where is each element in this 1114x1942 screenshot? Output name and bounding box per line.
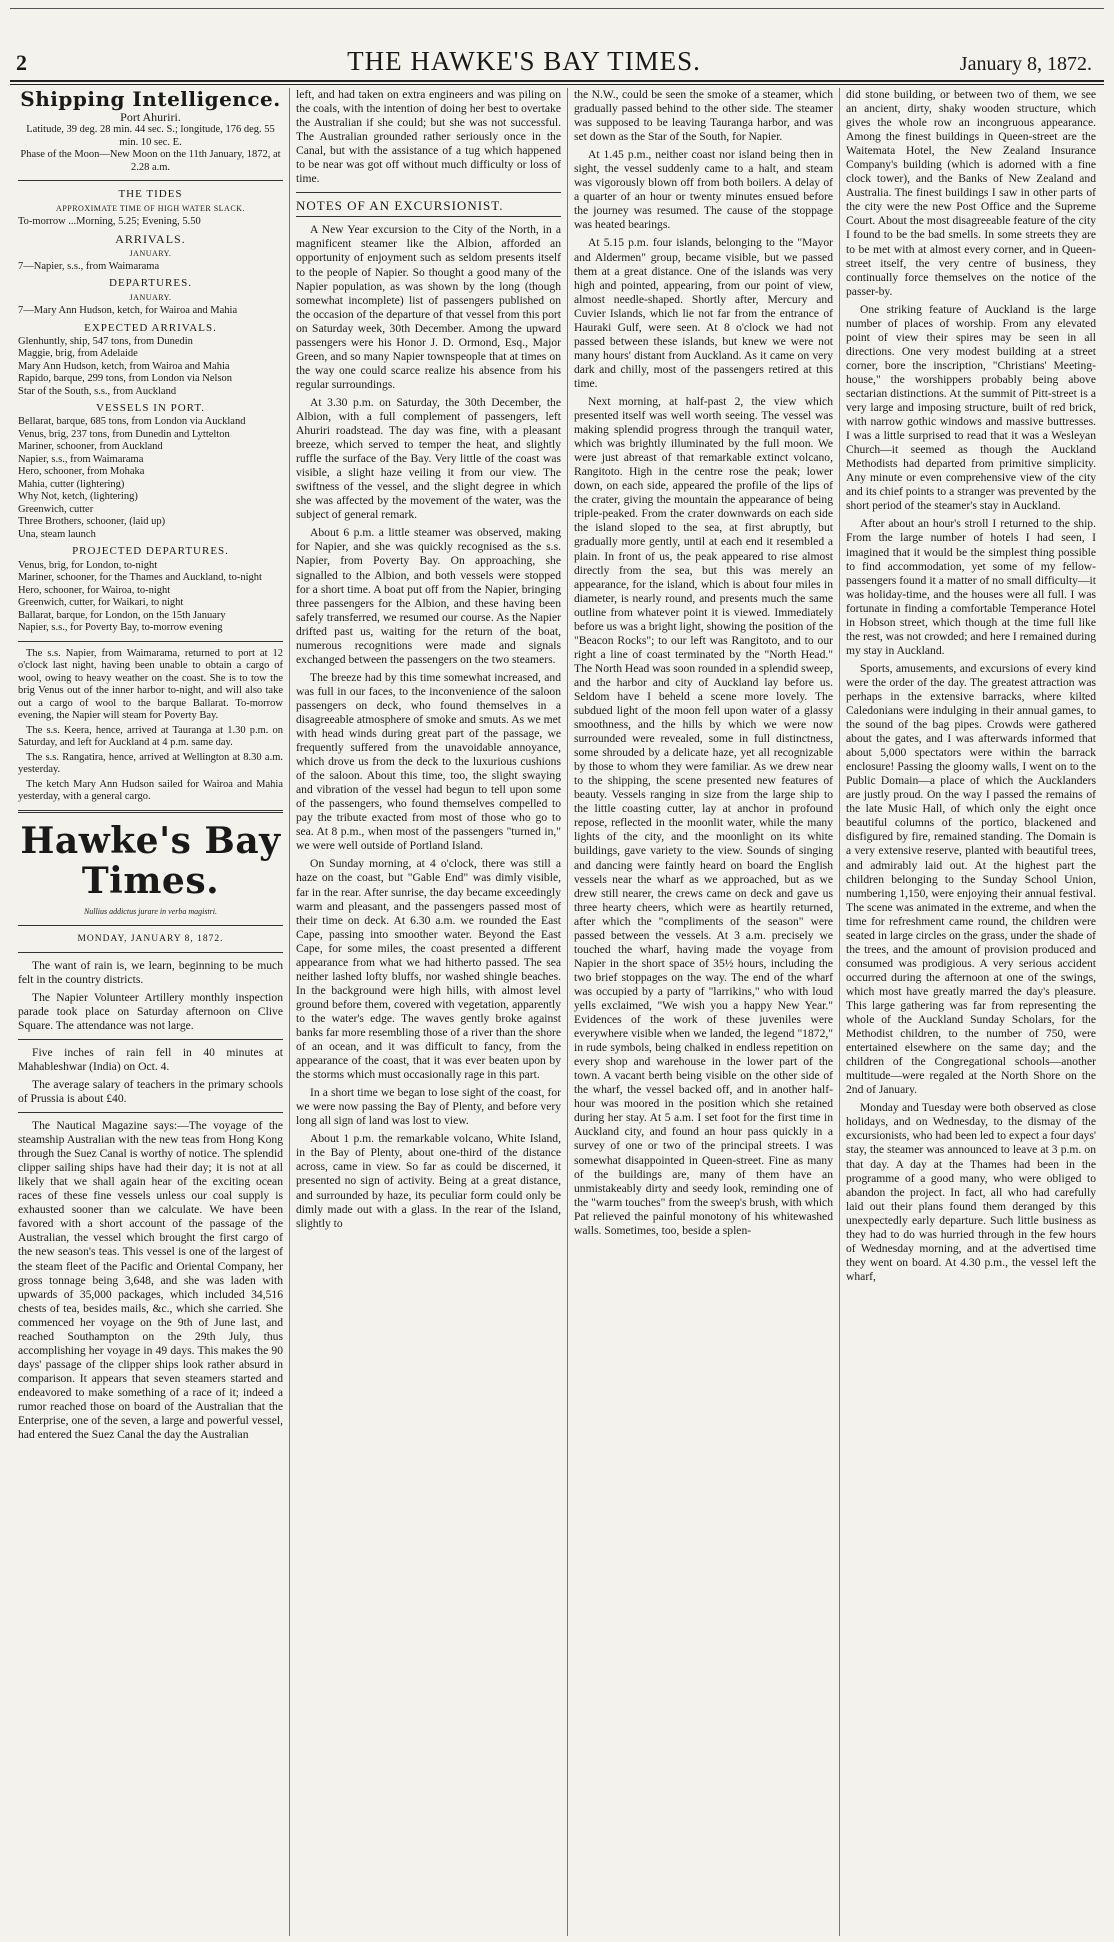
expected-arrival-item: Maggie, brig, from Adelaide bbox=[18, 348, 138, 360]
page-header bbox=[16, 46, 1092, 76]
article-paragraph: About 1 p.m. the remarkable volcano, White Island, in the Bay of Plenty, about one-third of the distance across, came in view. So far as could be discerned, it presented no sign of activity. Being at a great distance, and surrounded by haze, its peculiar form could only be dimly made out with a glass. In the rear of the Island, slightly to bbox=[296, 1132, 561, 1230]
expected-arrival-item: Glenhuntly, ship, 547 tons, from Dunedin bbox=[18, 335, 193, 347]
article-paragraph: Monday and Tuesday were both observed as close holidays, and on Wednesday, to the dismay of the excursionists, who had been led to expect a four days' stay, the steamer was announced to leave at 3 p.m. on that day. A day at the Thames had been in the programme of a good many, who were obliged to abandon the project. In fact, all who had carefully laid out their plans found them deranged by this unexpectedly early departure. Such little business as they had to do was hurried through in the few hours of Wednesday morning, and at the advertised time they went on board. At 4.30 p.m., the vessel left the wharf, bbox=[846, 1101, 1096, 1283]
header-rule bbox=[10, 84, 1104, 85]
shipping-notice: The s.s. Napier, from Waimarama, returned to port at 12 o'clock last night, having been unable to obtain a cargo of wool, owing to heavy weather on the coast. She is to tow the brig Venus out of the inner harbor to-night, and will also take out a cargo of wool to the barque Ballarat. To-morrow evening, the Napier will steam for Poverty Bay. bbox=[18, 647, 283, 722]
projected-departure: Greenwich, cutter, for Waikari, to night bbox=[18, 597, 184, 609]
expected-arrival-item: Star of the South, s.s., from Auckland bbox=[18, 385, 177, 397]
news-paragraph: Five inches of rain fell in 40 minutes at Mahableshwar (India) on Oct. 4. bbox=[18, 1045, 283, 1073]
column-2 bbox=[289, 88, 567, 1936]
article-paragraph: did stone building, or between two of them, we see an ancient, dirty, shaky wooden structure, which gives the whole row an incongruous appearance. Among the finest buildings in Queen-street are the Waitemata Hotel, the New Zealand Insurance Company's building (which is adorned with a fine clock tower), and the Banks of New Zealand and Australia. The finest buildings I saw in other parts of the city were the new Post Office and the Supreme Court. About the most disagreeable feature of the city I found to be the bad smells. In some streets they are to be met with at almost every corner, and in Queen-street itself, the very centre of business, they continually force themselves on the notice of the passer-by. bbox=[846, 88, 1096, 298]
divider bbox=[18, 641, 283, 642]
article-paragraph: At 1.45 p.m., neither coast nor island being then in sight, the vessel suddenly came to a halt, and steam was vigorously blown off from both boilers. A delay of a quarter of an hour or twenty minutes ensued before the journey was resumed. The cause of the stoppage was heated bearings. bbox=[574, 148, 833, 232]
news-paragraph: The average salary of teachers in the primary schools of Prussia is about £40. bbox=[18, 1077, 283, 1105]
vessel-in-port: Greenwich, cutter bbox=[18, 503, 94, 515]
shipping-notice: The s.s. Rangatira, hence, arrived at Wellington at 8.30 a.m. yesterday. bbox=[18, 751, 283, 776]
page-number: 2 bbox=[16, 50, 27, 75]
moon-phase: Phase of the Moon—New Moon on the 11th January, 1872, at 2.28 a.m. bbox=[20, 149, 281, 173]
column-3 bbox=[567, 88, 839, 1936]
article-paragraph: One striking feature of Auckland is the large number of places of worship. From any elevated point of view their spires may be seen in all directions. One very modest building at a street corner, bore the inscription, "Christians' Meeting-house," the worshippers probably being above sectarian distinctions. At the summit of Pitt-street is a very large and imposing structure, built of red brick, with narrow gothic windows and massive buttresses. I was a little surprised to read that it was a Wesleyan Church—it seemed as though the Auckland Methodists had departed from primitive simplicity. Any minute or even comprehensive view of the city and its chief points to a stranger was prevented by the short period of the steamer's stay in Auckland. bbox=[846, 302, 1096, 513]
divider bbox=[18, 1039, 283, 1040]
article-headline: NOTES OF AN EXCURSIONIST. bbox=[296, 199, 561, 217]
continued-paragraph: left, and had taken on extra engineers and was piling on the coals, with the intention of doing her best to overtake the Australian if she could; but she was not successful. The Australian grounded rather seriously once in the Canal, but with the assistance of a tug which happened to be near was got off without much difficulty or loss of time. bbox=[296, 88, 561, 186]
latitude: Latitude, 39 deg. 28 min. 44 sec. S.; longitude, 176 deg. 55 min. 10 sec. E. bbox=[26, 124, 275, 148]
column-1 bbox=[12, 88, 289, 1936]
article-paragraph: A New Year excursion to the City of the North, in a magnificent steamer like the Albion, afforded an opportunity of enjoyment such as seldom presents itself to the people of Napier. So thought a good many of the Napier population, as was shown by the long (though somewhat incomplete) list of passengers published on the occasion of the departure of that vessel from this port on Saturday week, 30th December. Among the upward passengers were his Honor J. D. Ormond, Esq., Major Green, and so many Napier townspeople that at times on the way one could scarce realize his absence from his regular surroundings. bbox=[296, 223, 561, 391]
shipping-notice: The s.s. Keera, hence, arrived at Tauranga at 1.30 p.m. on Saturday, and left for Auckland at 4 p.m. same day. bbox=[18, 724, 283, 749]
expected-arrival-item: Mary Ann Hudson, ketch, from Wairoa and Mahia bbox=[18, 360, 230, 372]
vessel-in-port: Hero, schooner, from Mohaka bbox=[18, 466, 145, 478]
arrival-item: 7—Napier, s.s., from Waimarama bbox=[18, 260, 160, 272]
masthead-motto: Nullius addictus jurare in verba magistri. bbox=[83, 906, 218, 916]
column-4 bbox=[839, 88, 1102, 1936]
article-paragraph: In a short time we began to lose sight of the coast, for we were now passing the Bay of Plenty, and before very long all sign of land was lost to view. bbox=[296, 1086, 561, 1128]
vessel-in-port: Bellarat, barque, 685 tons, from London via Auckland bbox=[18, 416, 246, 428]
tides-times: To-morrow ...Morning, 5.25; Evening, 5.50 bbox=[18, 216, 201, 228]
news-paragraph: The want of rain is, we learn, beginning to be much felt in the country districts. bbox=[18, 958, 283, 986]
article-paragraph: At 5.15 p.m. four islands, belonging to the "Mayor and Aldermen" group, became visible, but we passed them at a great distance. One of the islands was very high and pointed, appearing, from our point of view, almost needle-shaped. Shortly after, Mercury and Cuvier Islands, which lie not far from the entrance of Hauraki Gulf, were seen. At 8 o'clock we had not passed between these islands, but knew we were not many hours' distant from Auckland. As it came on very dark and chilly, most of the passengers retired at this time. bbox=[574, 236, 833, 390]
vessel-in-port: Mahia, cutter (lightering) bbox=[18, 478, 125, 490]
issue-date: January 8, 1872. bbox=[959, 53, 1092, 75]
article-paragraph: At 3.30 p.m. on Saturday, the 30th December, the Albion, with a full complement of passengers, left Ahuriri roadstead. The day was fine, with a pleasant breeze, which served to temper the heat, and slightly ruffle the surface of the Bay. Very little of the coast was visible, a slight haze veiling it from our view. The swiftness of the vessel, and the slight degree in which she was affected by the movement of the water, was the subject of general remark. bbox=[296, 395, 561, 522]
projected-departure: Ballarat, barque, for London, on the 15th January bbox=[18, 609, 226, 621]
article-paragraph: The breeze had by this time somewhat increased, and was full in our faces, to the inconvenience of the saloon passengers on deck, who found themselves in a disagreeable atmosphere of smoke and smuts. As we met with head winds during great part of the passage, we frequently suffered from the unavoidable annoyance, which drove us from the deck to the luxurious cushions of the saloon. About this time, too, the slight swaying and vibration of the vessel had begun to tell upon some of the passengers, who found themselves compelled to pay the tribute exacted from most of those who go to sea. At 8 p.m., when most of the passengers "turned in," we were well outside of Portland Island. bbox=[296, 670, 561, 853]
article-paragraph: Next morning, at half-past 2, the view which presented itself was well worth seeing. The vessel was making splendid progress through the tranquil water, which was brightly illuminated by the full moon. We were just abreast of that remarkable extinct volcano, Rangitoto. High in the centre rose the peak; lower down, on each side, appeared the profile of the lips of the crater, giving the mountain the appearance of being triple-peaked. From the crater downwards on each side the island sloped to the sea, at first abruptly, but gradually more gently, until at each end it resembled a plain. In front of us, the peak appeared to rise almost directly from the sea, but this was merely an appearance, for the island, which is about four miles in diameter, is nearly round, and presents much the same outline from whatever point it is viewed. Immediately before us was a bright light, showing the position of the "Beacon Rocks"; to our left was Rangitoto, and to our right a line of coast terminated by the "North Head." The North Head was soon rounded in a splendid sweep, and the harbor and city of Auckland lay before us. Seldom have I beheld a scene more lovely. The subdued light of the moon fell upon water of a glassy smoothness, and the hills by which we were now surrounded were revealed, some in full distinctness, some shrouded by a delicate haze, yet all recognizable by those to whom they were familiar. As we drew near to the shipping, the scene presented new features of beauty. Vessels ranging in size from the large ship to the little coasting cutter, lay at anchor in profound repose, reflected in the moonlit water, while the many lights of the city, and the moonlight on its white buildings, gave variety to the view. Sounds of singing and dancing were faintly heard on board the English vessels near the wharf as we approached, but as we drew still nearer, the crews came on deck and gave us three hearty cheers, which were as heartily returned, after which the "compliments of the season" were passed between the vessels. At 3 a.m. precisely we touched the wharf, having made the voyage from Napier in the short space of 35½ hours, including the two brief stoppages on the way. The end of the wharf was occupied by a party of "larrikins," who with loud yells exclaimed, "We wish you a happy New Year." Evidences of the work of these juveniles were everywhere visible when we landed, the legend "1872," in rude symbols, being chalked in endless repetition on every shop and warehouse in the lower part of the town. A vacant berth being visible on the other side of the wharf, the vessel backed off, and in another half-hour was moored in the position which she retained during her stay. At 5 a.m. I set foot for the first time in Auckland city, and found an hour pass quickly in a survey of one or two of the principal streets. I was somewhat disappointed in Queen-street. Fine as many of the buildings are, many of them have an unmistakeably dirty and seedy look, reminding one of the "warm touches" from the sweep's brush, with which Pat relieved the painful monotony of his whitewashed walls. Sometimes, too, beside a splen- bbox=[574, 394, 833, 1237]
shipping-notice: The ketch Mary Ann Hudson sailed for Wairoa and Mahia yesterday, with a general cargo. bbox=[18, 778, 283, 803]
shipping-title: Shipping Intelligence. bbox=[20, 88, 281, 111]
departures-title: DEPARTURES. bbox=[109, 277, 192, 290]
edition-date: MONDAY, JANUARY 8, 1872. bbox=[77, 933, 224, 944]
vessel-in-port: Venus, brig, 237 tons, from Dunedin and Lyttelton bbox=[18, 428, 230, 440]
vessel-in-port: Una, steam launch bbox=[18, 528, 96, 540]
arrivals-title: ARRIVALS. bbox=[115, 231, 186, 246]
arrivals-month: JANUARY. bbox=[129, 248, 172, 258]
newspaper-title: THE HAWKE'S BAY TIMES. bbox=[347, 46, 701, 76]
article-paragraph: About 6 p.m. a little steamer was observed, making for Napier, and she was quickly recognised as the s.s. Napier, from Poverty Bay. On approaching, she signalled to the Albion, and both vessels were stopped for a short time. A boat put off from the Napier, bringing three passengers for the Albion, and these having been safely transferred, we resumed our course. As the Napier drifted past us, waiting for the return of the boat, numerous recognitions were made and signals exchanged between the passengers on the two steamers. bbox=[296, 526, 561, 666]
vessel-in-port: Napier, s.s., from Waimarama bbox=[18, 453, 144, 465]
projected-departure: Hero, schooner, for Wairoa, to-night bbox=[18, 584, 171, 596]
columns bbox=[12, 88, 1102, 1936]
divider bbox=[18, 925, 283, 926]
projected-departures-title: PROJECTED DEPARTURES. bbox=[72, 545, 229, 558]
expected-arrivals-title: EXPECTED ARRIVALS. bbox=[84, 321, 217, 334]
divider bbox=[18, 810, 283, 813]
vessel-in-port: Mariner, schooner, from Auckland bbox=[18, 441, 163, 453]
vessel-in-port: Why Not, ketch, (lightering) bbox=[18, 491, 138, 503]
expected-arrival-item: Rapido, barque, 299 tons, from London via Nelson bbox=[18, 373, 233, 385]
port-name: Port Ahuriri. bbox=[120, 110, 181, 125]
tides-title: THE TIDES bbox=[118, 188, 183, 201]
projected-departure: Napier, s.s., for Poverty Bay, to-morrow evening bbox=[18, 622, 223, 634]
departures-month: JANUARY. bbox=[129, 293, 172, 303]
projected-departure: Mariner, schooner, for the Thames and Auckland, to-night bbox=[18, 572, 262, 584]
projected-departure: Venus, brig, for London, to-night bbox=[18, 559, 158, 571]
divider bbox=[18, 180, 283, 181]
top-rule bbox=[10, 8, 1104, 9]
article-paragraph: After about an hour's stroll I returned to the ship. From the large number of hotels I had seen, I imagined that it would be the simplest thing possible to find accommodation, yet some of my fellow-passengers found it a matter of no small difficulty—it was holiday-time, and the houses were all full. I was fortunate in finding a comfortable Temperance Hotel in Hobson street, which though at the time full like the rest, was not crowded; and here I remained during my stay in Auckland. bbox=[846, 517, 1096, 657]
departure-item: 7—Mary Ann Hudson, ketch, for Wairoa and Mahia bbox=[18, 305, 238, 317]
news-paragraph: The Nautical Magazine says:—The voyage of the steamship Australian with the new teas from Hong Kong through the Suez Canal is worthy of notice. The splendid clipper sailing ships have had their day; it is not at all likely that we shall again hear of the exciting ocean races of these fine vessels unless our coal supply is exhausted sooner than we calculate. We have been favored with a short account of the passage of the Australian, the vessel which brought the first cargo of the new season's teas. This vessel is one of the largest of the steam fleet of the Pacific and Oriental Company, her gross tonnage being 3,648, and she was laden with upwards of 35,000 packages, which included 34,516 chests of tea, besides mails, &c., which she carried. She commenced her voyage on the 9th of June last, and reached Southampton on the 29th July, thus accomplishing her voyage in 49 days. This makes the 90 days' passage of the clipper ships look rather absurd in comparison. It appears that seven steamers started and endeavored to make something of a race of it; indeed a rumor reached those on board of the Australian that the Enterprise, one of the seven, a large and powerful vessel, had entered the Suez Canal the day the Australian bbox=[18, 1119, 283, 1442]
article-paragraph: Sports, amusements, and excursions of every kind were the order of the day. The greatest attraction was perhaps in the extensive barracks, where kilted Caledonians were indulging in their annual games, to the sound of the bag pipes. Crowds were gathered about the gates, and I was afterwards informed that about 5,000 spectators were within the barrack enclosure! Passing the gloomy walls, I went on to the Public Domain—a place of which the Aucklanders are justly proud. On the way I passed the remains of the late Music Hall, of which only the eight once beautiful columns of the portico, blackened and disfigured by fire, remained standing. The Domain is a very extensive reserve, planted with beautiful trees, and admirably laid out. At the highest part the children belonging to the Sunday School Union, numbering 1,150, were enjoying their annual festival. The scene was animated in the extreme, and when the time for refreshment came round, the children were seated in large circles on the grass, under the shade of the trees, and the amount of provision produced and consumed was prodigious. A very serious accident occurred during the afternoon at one of the swings, which most have greatly marred the day's pleasure. This large gathering was far from representing the whole of the Auckland Sunday Scholars, for the Methodist children, to the number of 750, were entertained elsewhere on the same day; and the children of the Congregational schools—another multitude—were regaled at the North Shore on the 2nd of January. bbox=[846, 661, 1096, 1097]
article-paragraph: On Sunday morning, at 4 o'clock, there was still a haze on the coast, but "Gable End" was dimly visible, far in the rear. After sunrise, the day became exceedingly warm and pleasant, and the passengers passed most of their time on deck. At 6.30 a.m. we rounded the East Cape, passing into smoother water. Beyond the East Cape, for some miles, the coast presented a different appearance from what we had hitherto passed. The sea neither lashed lofty bluffs, nor washed shingle beaches. In the background were high hills, with almost level ground before them, covered with vegetation, apparently to the water's edge. The waves gently broke against banks far more resembling those of a river than the shore of an ocean, and it was difficult to fancy, from the appearance of the coast, that it was ever beaten upon by the storms which must occasionally rage in this part. bbox=[296, 857, 561, 1082]
article-paragraph: the N.W., could be seen the smoke of a steamer, which gradually passed behind to the other side. The steamer was supposed to be leaving Tauranga harbor, and was set down as the Star of the South, for Napier. bbox=[574, 88, 833, 144]
divider bbox=[18, 952, 283, 953]
vessels-in-port-title: VESSELS IN PORT. bbox=[96, 402, 205, 415]
tides-subtitle: APPROXIMATE TIME OF HIGH WATER SLACK. bbox=[56, 204, 245, 214]
divider bbox=[18, 1112, 283, 1113]
masthead: Hawke's Bay Times. bbox=[20, 819, 281, 902]
news-paragraph: The Napier Volunteer Artillery monthly inspection parade took place on Saturday afternoon on Clive Square. The attendance was not large. bbox=[18, 990, 283, 1032]
vessel-in-port: Three Brothers, schooner, (laid up) bbox=[18, 516, 166, 528]
divider bbox=[296, 192, 561, 193]
header-rule bbox=[10, 80, 1104, 82]
